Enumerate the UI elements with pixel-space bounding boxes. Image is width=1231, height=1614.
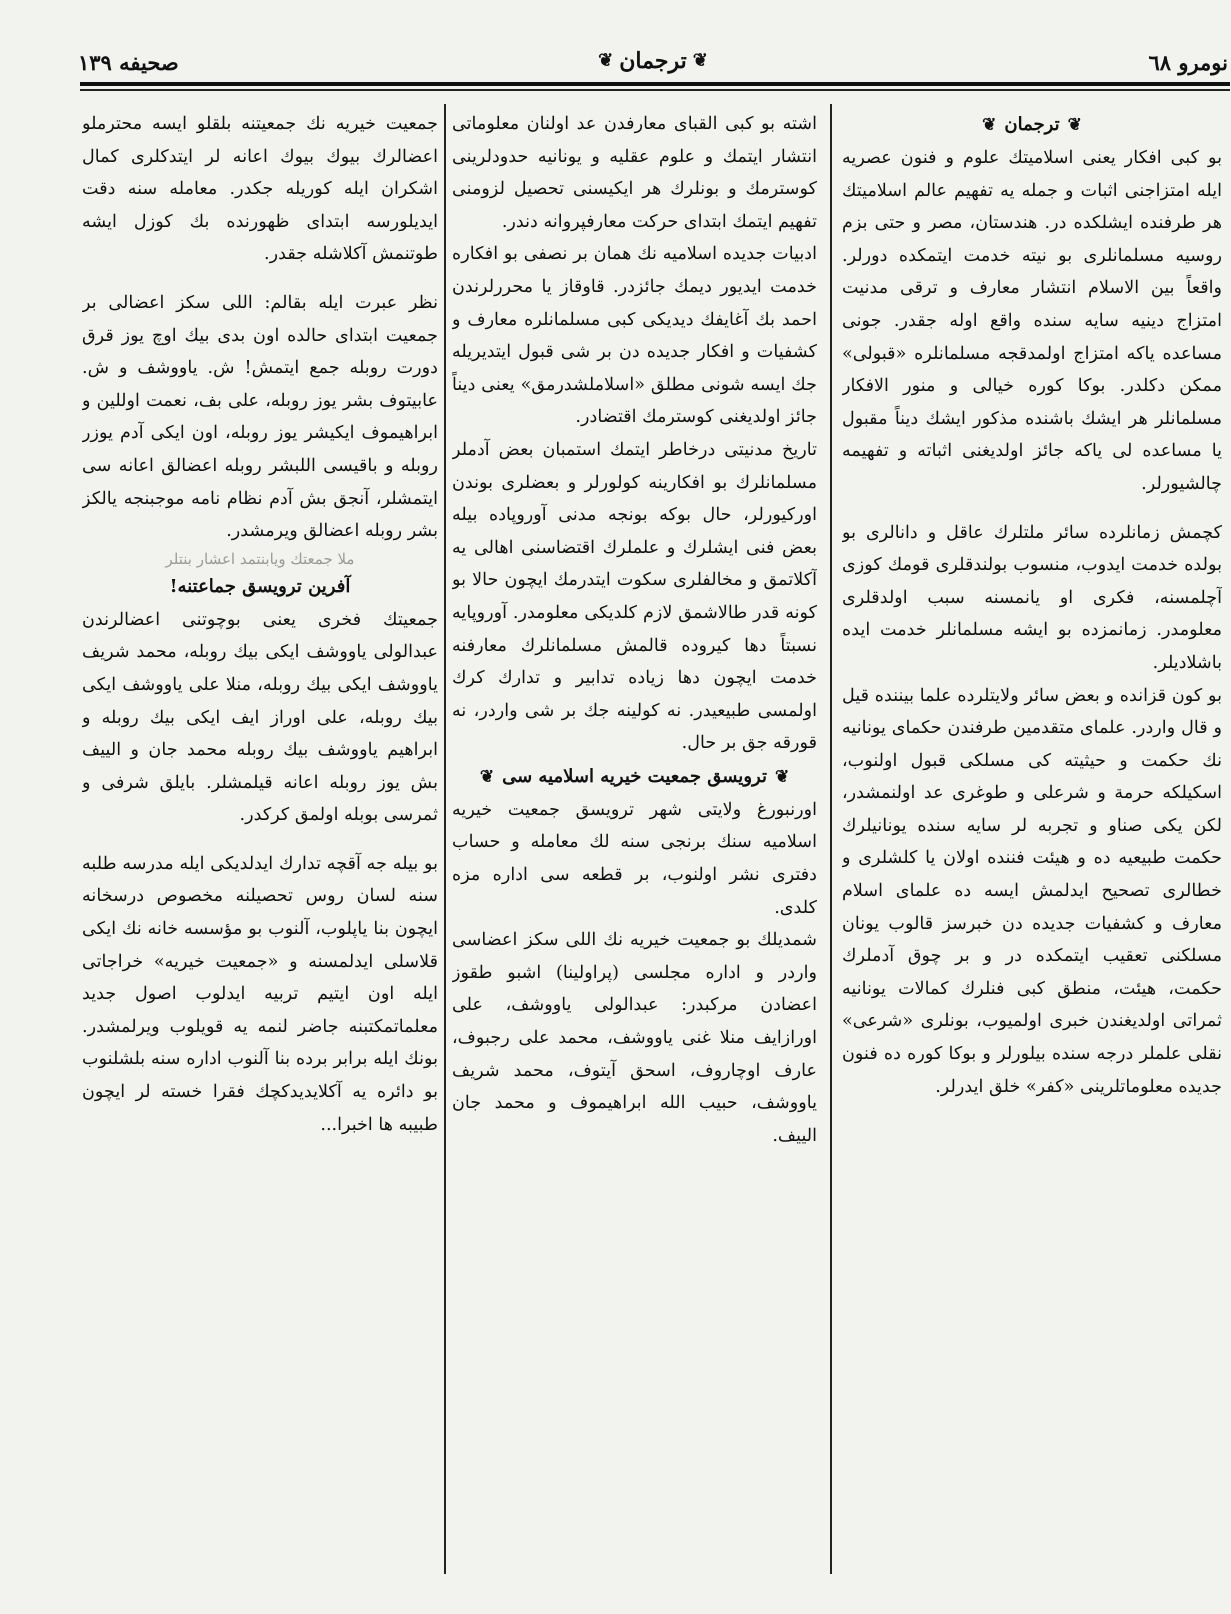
section-heading-text: ترويسق جمعيت خيريه اسلاميه سى <box>502 765 767 787</box>
masthead <box>78 44 1228 94</box>
article-paragraph: جمعيت خيريه نك جمعيتنه بلقلو ايسه محترملو اعضالرك بيوك بيوك اعانه لر ايتدكلرى كمال اشكران ايله كوريله جكدر. معامله سنه دقت ايديلورسه ابتداى ظهورنده بك كوزل ايشه طوتنمش آكلاشله جقدر. <box>82 114 438 265</box>
newspaper-title-text: ترجمان <box>619 48 687 74</box>
article-paragraph: تاريخ مدنيتى درخاطر ايتمك استمبان بعض آدملر مسلمانلرك بو افكارينه كولورلر و بعضلرى بوندن اوركيورلر، حال بوكه بونجه مدنى آوروپاده بيله بعض فنى ايشلرك و علملرك اقتضاسنى اهالى يه آكلاتمق و مخالفلرى سكوت ايتدرمك ايچون حالا بو كونه قدر طالاشمق لازم كلديكى معلومدر. آوروپايه نسبتاً دها كيروده قالمش مسلمانلرك معارفنه خدمت ايچون دها زياده تدابير و تدارك كرك اولمسى طبيعيدر. نه كولينه جك بر شى واردر، نه قورقه جق بر حال. <box>452 439 817 754</box>
ornament-icon: ❦ <box>982 115 997 135</box>
article-paragraph: بو بيله جه آقچه تدارك ايدلديكى ايله مدرسه طلبه سنه لسان روس تحصيلنه مخصوص درسخانه ايچون بنا ياپلوب، آلنوب بو مؤسسه خانه نك ايكى قلاسلى ايدلمسنه و «جمعيت خيريه» خراجاتى ايله اون ايتيم تربيه ايدلوب اصول جديد معلماتمكتبنه جاضر لنمه يه قويلوب ويرلمشدر. بونك ايله برابر برده بنا آلنوب اداره سنه بلشلنوب بو دائره يه آكلايديدكچك فقرا خسته لر ايچون طبيبه ها اخبرا... <box>82 853 438 1135</box>
article-paragraph: كچمش زمانلرده سائر ملتلرك عاقل و دانالرى بو بولده خدمت ايدوب، منسوب بولندقلرى قومك كوزى آچلمسنه، فكرى او يانمسنه سبب اولدقلرى معلومدر. زمانمزده بو ايشه مسلمانلر خدمت ايده باشلاديلر. <box>842 522 1222 673</box>
ornament-icon: ❦ <box>1067 115 1082 135</box>
column-right <box>842 108 1222 1588</box>
flourish-icon: ❦ <box>598 50 614 71</box>
masthead-rule <box>80 82 1230 86</box>
section-heading <box>452 760 817 794</box>
column-middle <box>452 108 817 1588</box>
flourish-icon: ❦ <box>692 50 708 71</box>
section-heading-text: ترجمان <box>1004 114 1060 135</box>
article-paragraph: جمعيتك فخرى يعنى بوچوتنى اعضالرندن عبدالولى ياووشف ايكى بيك روبله، محمد شريف ياووشف ايكى بيك روبله، منلا على ياووشف ايكى بيك روبله، على اوراز ايف ايكى بيك روبله و ابراهيم ياووشف بيك روبله محمد جان و الييف بش يوز روبله اعانه قيلمشلر. بايلق شرفى و ثمرسى بوبله اولمق كركدر. <box>82 609 438 826</box>
column-divider <box>444 104 446 1574</box>
section-heading: آفرين ترويسق جماعتنه! <box>169 575 351 597</box>
column-divider <box>830 104 832 1574</box>
article-paragraph: ادبيات جديده اسلاميه نك همان بر نصفى بو افكاره خدمت ايديور ديمك جائزدر. قاوقاز يا محررلرندن احمد بك آغايفك ديديكى كبى مسلمانلره معارف و كشفيات و افكار جديده دن بر شى قبول ايتديريله جك ايسه شونى مطلق «اسلاملشدرمق» يعنى ديناً جائز اولديغنى كوسترمك اقتضادر. <box>452 244 817 428</box>
issue-number: نومرو ٦٨ <box>1148 50 1228 75</box>
newspaper-title <box>598 48 708 74</box>
article-paragraph: نظر عبرت ايله بقالم: اللى سكز اعضالى بر جمعيت ابتداى حالده اون بدى بيك اوچ يوز قرق دورت روبله جمع ايتمش! ش. ياووشف و ش. عابيتوف بشر يوز روبله، على بف، نعمت اوللين و ابراهيموف ايكيشر يوز روبله، اون ايكى آدم يوزر روبله و باقيسى اللبشر روبله اعضالق اعانه سى ايتمشلر، آنجق بش آدم نظام نامه موجبنجه يالكز بشر روبله اعضالق ويرمشدر. <box>82 292 438 542</box>
article-paragraph: بو كبى افكار يعنى اسلاميتك علوم و فنون عصريه ايله امتزاجنى اثبات و جمله يه تفهيم عالم اسلاميتك هر طرفنده ايشلكده در. هندستان، مصر و حتى بزم روسيه مسلمانلرى بو نيته خدمت ايتمكده دورلر. واقعاً بين الاسلام انتشار معارف و ترقى مدنيت امتزاج دينيه سايه سنده واقع اوله جقدر. جونى مساعده ياكه امتزاج اولمدقجه مسلمانلره «قبولى» ممكن دكلدر. بوكا كوره خيالى و منور الافكار مسلمانلر هر ايشك باشنده مذكور ايشك ديناً مقبول يا مساعده لى ياكه جائز اولديغنى اثباته و تفهيمه چالشيورلر. <box>842 148 1222 494</box>
faint-show-through: ملا جمعتك ويابنتمد اعشار بنتلر <box>165 549 355 568</box>
article-paragraph: اشته بو كبى القباى معارفدن عد اولنان معلوماتى انتشار ايتمك و علوم عقليه و يونانيه حدودلرينى كوسترمك و بونلرك هر ايكيسنى تحصيل لزومنى تفهيم ايتمك ابتداى حركت معارفپروانه دندر. <box>452 114 817 232</box>
masthead-rule-thin <box>80 89 1230 91</box>
section-heading <box>842 108 1222 142</box>
page-number: صحيفه ١٣٩ <box>78 50 179 75</box>
ornament-icon: ❦ <box>774 766 790 787</box>
article-paragraph: اورنبورغ ولايتى شهر ترويسق جمعيت خيريه اسلاميه سنك برنجى سنه لك معامله و حساب دفترى نشر اولنوب، بر قطعه سى اداره مزه كلدى. <box>452 799 817 918</box>
article-paragraph: شمديلك بو جمعيت خيريه نك اللى سكز اعضاسى واردر و اداره مجلسى (پراولينا) اشبو طقوز اعضادن مركبدر: عبدالولى ياووشف، على اورازايف منلا غنى ياووشف، محمد على رجبوف، عارف اوچاروف، اسحق آيتوف، محمد شريف ياووشف، حبيب الله ابراهيموف و محمد جان الييف. <box>452 930 817 1146</box>
article-paragraph: بو كون قزانده و بعض سائر ولايتلرده علما بيننده قيل و قال واردر. علماى متقدمين طرفندن حكماى يونانيه نك حكمت و حيثيته كى مسلكى قبول اولنوب، اسكيلكه حرمة و شرعلى و طوغرى عد اولنمشدر، لكن يكى صناو و تجربه لر سايه سنده يونانيلرك حكمت طبيعيه ده و هيئت فننده اولان يا كلشلرى و خطالرى تصحيح ايدلمش ايسه ده علماى اسلام معارف و كشفيات جديده دن خبرسز قالوب يونان مسلكنى تعقيب ايتمكده در و بر چوق آدملرك حكمت، هيئت، منطق كبى فنلرك كمالات يونانيه ثمراتى اولديغندن خبرى اولميوب، بونلرى «شرعى» نقلى علملر درجه سنده بيلورلر و بوكا كوره ده فنون جديده معلوماتلرينى «كفر» خلق ايدرلر. <box>842 685 1222 1097</box>
column-left <box>82 108 438 1588</box>
ornament-icon: ❦ <box>479 766 495 787</box>
